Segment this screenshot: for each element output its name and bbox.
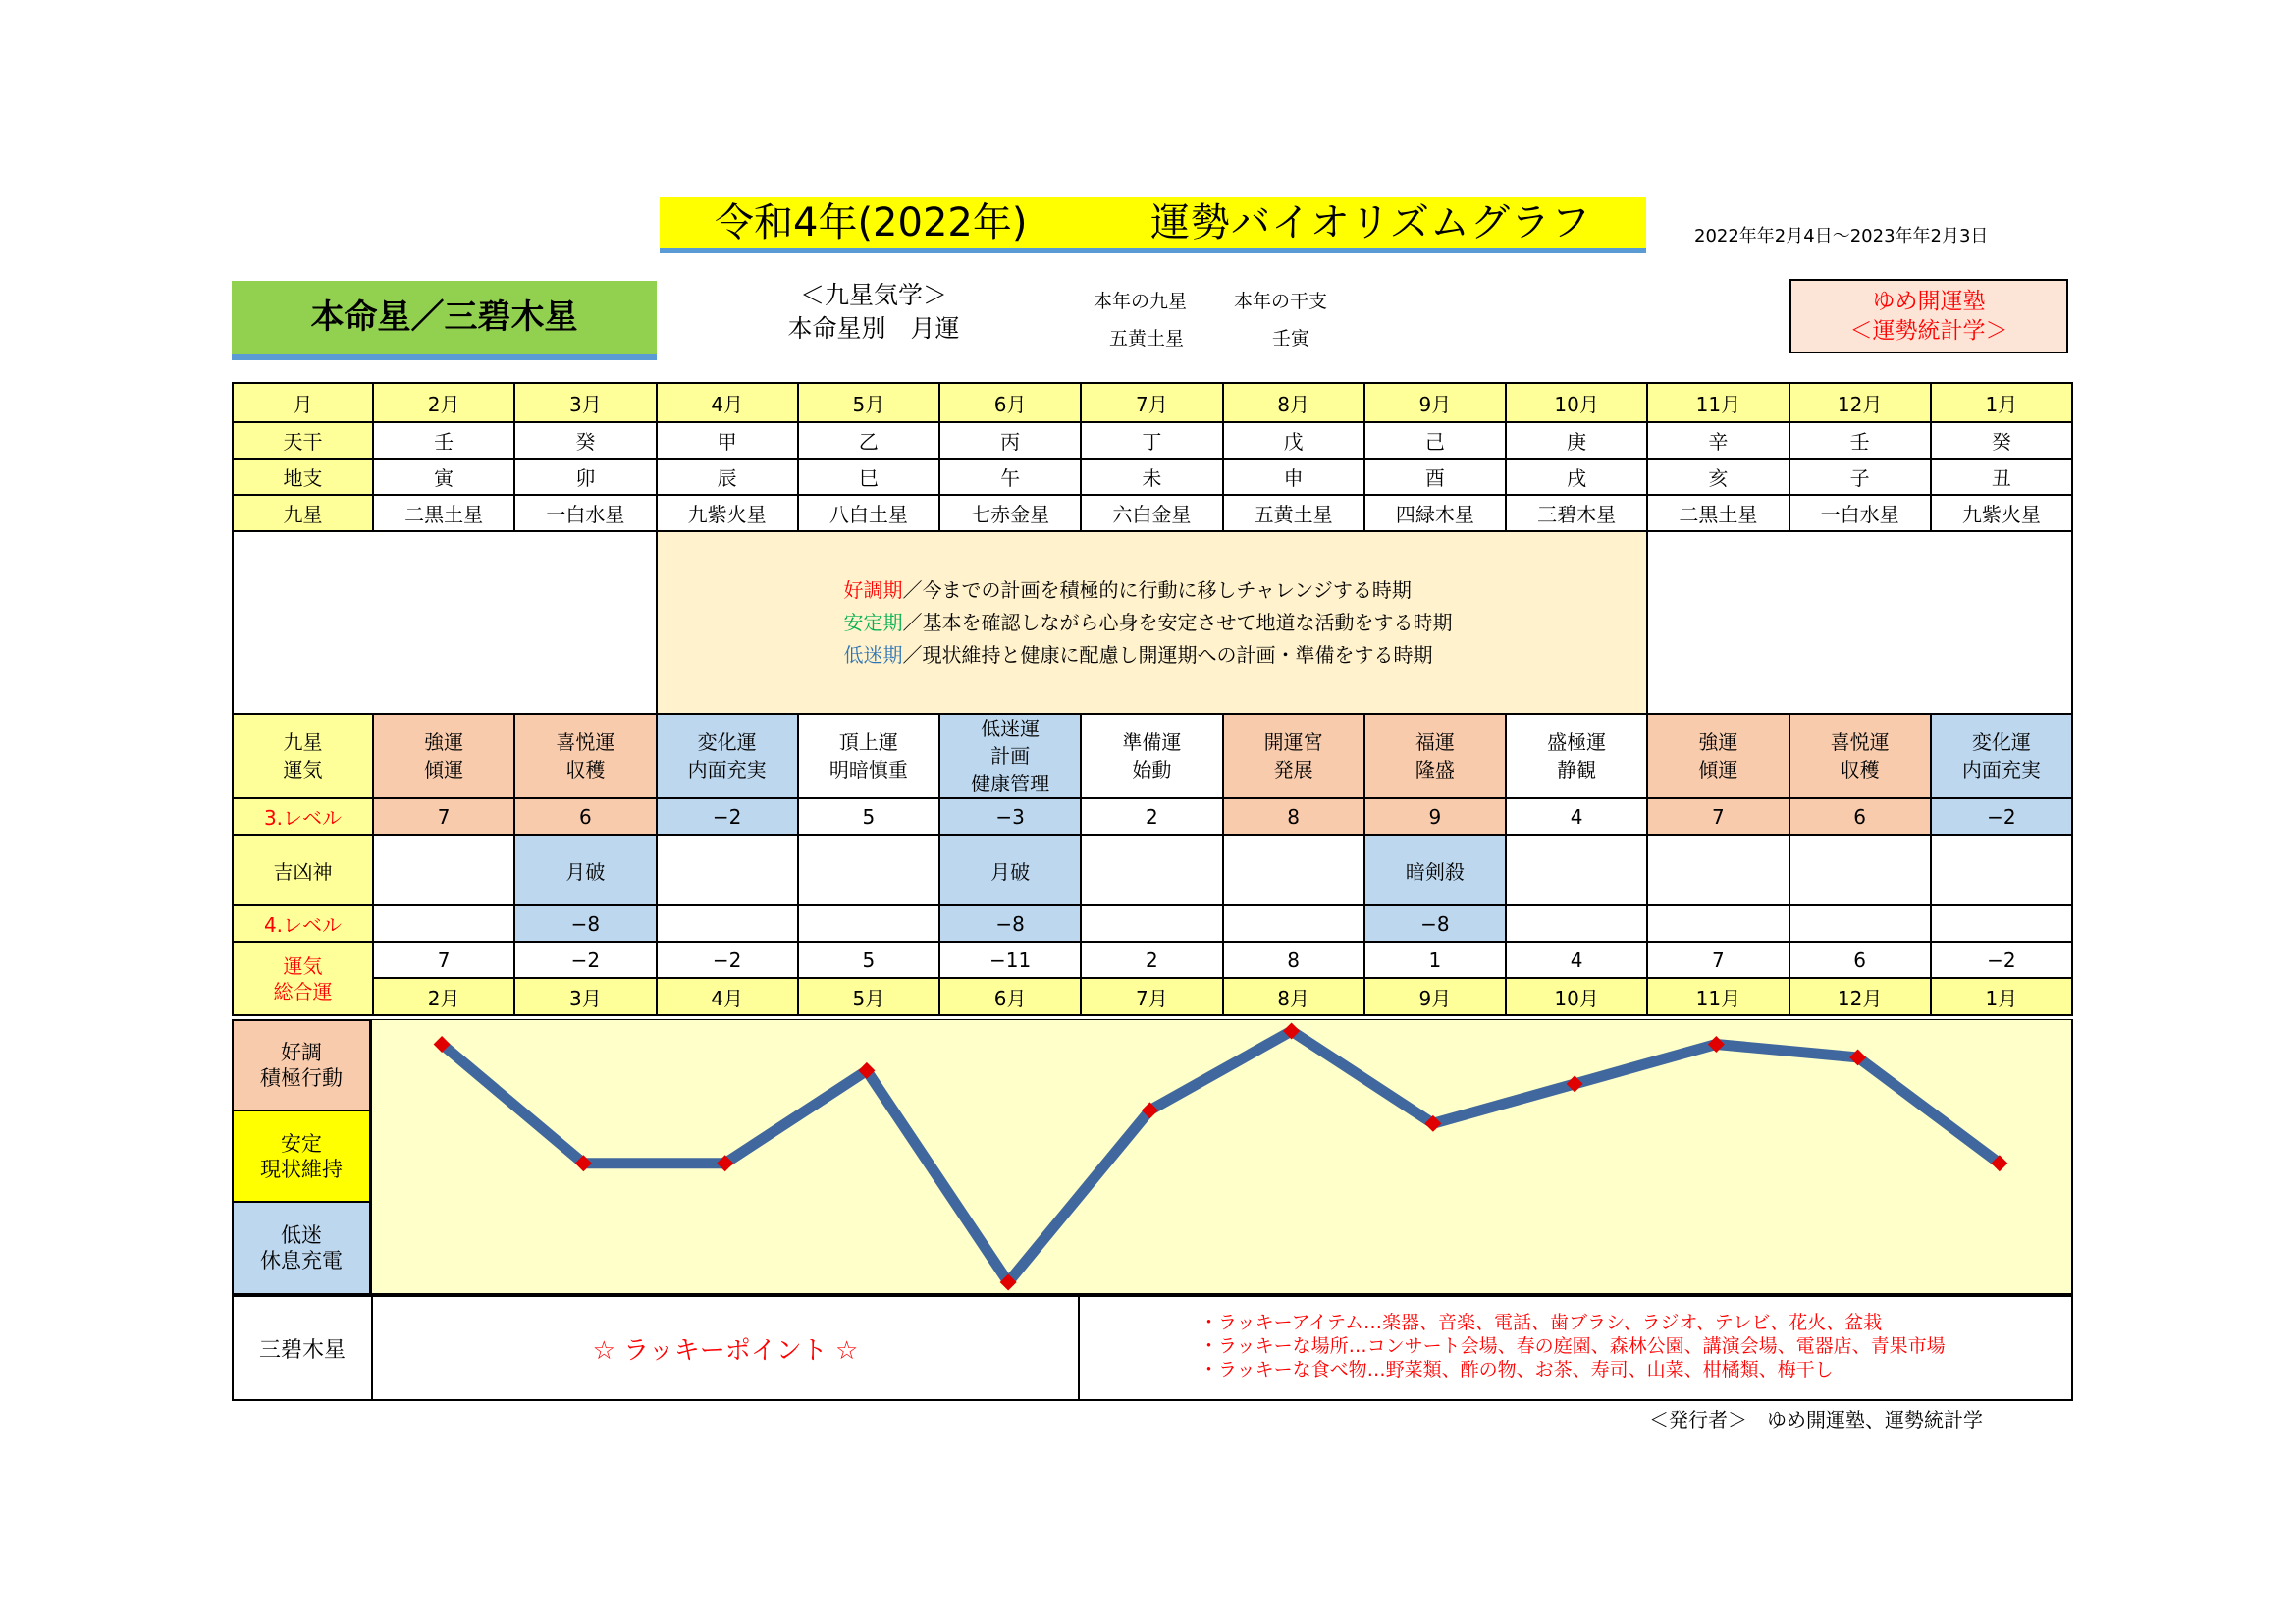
kyusei-cell: 一白水星 xyxy=(514,495,656,531)
kyusei-cell: 九紫火星 xyxy=(1931,495,2072,531)
legend-text: ／基本を確認しながら心身を安定させて地道な活動をする時期 xyxy=(902,610,1453,634)
unki-line-3: 健康管理 xyxy=(971,772,1050,795)
legend-box xyxy=(657,531,1648,714)
month-footer-cell: 1月 xyxy=(1931,978,2072,1015)
legend-key: 好調期 xyxy=(843,577,903,602)
year-star-value: 五黄土星 xyxy=(1109,328,1185,350)
unki-line-1: 喜悦運 xyxy=(1830,731,1890,754)
kikkyo-cell xyxy=(1223,835,1364,905)
unki-line-1: 変化運 xyxy=(697,731,757,754)
chishi-label: 地支 xyxy=(233,459,373,495)
month-header-cell: 5月 xyxy=(798,383,939,422)
level4-label: 4.レベル xyxy=(233,905,373,942)
honmeisei-label: 本命星／三碧木星 xyxy=(232,281,657,360)
kyusei-label: 九星 xyxy=(233,495,373,531)
level3-cell: 6 xyxy=(1789,798,1931,835)
lucky-items-box xyxy=(1078,1295,2073,1401)
kyusei-cell: 三碧木星 xyxy=(1506,495,1647,531)
month-header-label: 月 xyxy=(233,383,373,422)
kyusei-cell: 四緑木星 xyxy=(1364,495,1506,531)
month-footer-cell: 5月 xyxy=(798,978,939,1015)
zone-good-label-1: 好調 xyxy=(281,1041,322,1064)
month-footer-cell: 2月 xyxy=(373,978,514,1015)
legend-key: 低迷期 xyxy=(843,642,903,667)
month-header-cell: 1月 xyxy=(1931,383,2072,422)
chishi-cell: 申 xyxy=(1223,459,1364,495)
zone-good xyxy=(232,1019,371,1111)
month-header-cell: 2月 xyxy=(373,383,514,422)
legend-line xyxy=(751,639,1647,672)
chishi-cell: 卯 xyxy=(514,459,656,495)
legend-key: 安定期 xyxy=(843,610,903,634)
year-eto-label: 本年の干支 xyxy=(1234,291,1328,312)
legend-line xyxy=(751,607,1647,639)
level3-cell: −3 xyxy=(939,798,1081,835)
sougou-cell: 7 xyxy=(373,942,514,978)
kyusei-cell: 六白金星 xyxy=(1081,495,1222,531)
kikkyo-cell xyxy=(1789,835,1931,905)
lucky-star-label: 三碧木星 xyxy=(232,1295,373,1401)
school-box xyxy=(1789,279,2068,353)
month-footer-cell: 4月 xyxy=(657,978,798,1015)
zone-low-label-2: 休息充電 xyxy=(260,1249,343,1272)
unki-cell xyxy=(1223,714,1364,798)
unki-line-2: 収穫 xyxy=(1840,758,1880,782)
kikkyo-cell xyxy=(1081,835,1222,905)
chishi-cell: 亥 xyxy=(1647,459,1789,495)
tenkan-label: 天干 xyxy=(233,422,373,459)
legend-blank-right xyxy=(1647,531,2072,714)
level3-cell: 2 xyxy=(1081,798,1222,835)
kikkyo-cell: 月破 xyxy=(939,835,1081,905)
month-header-cell: 9月 xyxy=(1364,383,1506,422)
level4-cell: −8 xyxy=(939,905,1081,942)
level4-cell xyxy=(1506,905,1647,942)
unki-cell xyxy=(798,714,939,798)
sougou-cell: 8 xyxy=(1223,942,1364,978)
fortune-table xyxy=(232,382,2073,1016)
unki-cell xyxy=(1789,714,1931,798)
unki-line-2: 内面充実 xyxy=(1961,758,2041,782)
tenkan-cell: 戊 xyxy=(1223,422,1364,459)
unki-cell xyxy=(1364,714,1506,798)
unki-line-2: 傾運 xyxy=(424,758,464,782)
unki-line-2: 傾運 xyxy=(1698,758,1738,782)
kikkyo-cell xyxy=(657,835,798,905)
unki-line-2: 計画 xyxy=(990,744,1031,768)
month-header-cell: 4月 xyxy=(657,383,798,422)
school-subtitle: ＜運勢統計学＞ xyxy=(1849,318,2008,344)
year-eto-value: 壬寅 xyxy=(1272,328,1310,350)
chishi-cell: 酉 xyxy=(1364,459,1506,495)
month-header-cell: 10月 xyxy=(1506,383,1647,422)
level4-cell xyxy=(1647,905,1789,942)
level3-cell: 6 xyxy=(514,798,656,835)
month-footer-cell: 12月 xyxy=(1789,978,1931,1015)
unki-line-2: 内面充実 xyxy=(687,758,767,782)
month-header-cell: 11月 xyxy=(1647,383,1789,422)
chishi-cell: 午 xyxy=(939,459,1081,495)
sougou-label-1: 運気 xyxy=(283,953,323,978)
unki-label-2: 運気 xyxy=(283,758,323,782)
unki-line-1: 開運宮 xyxy=(1263,731,1323,754)
month-header-cell: 12月 xyxy=(1789,383,1931,422)
chishi-cell: 子 xyxy=(1789,459,1931,495)
sougou-cell: −2 xyxy=(514,942,656,978)
level4-cell: −8 xyxy=(514,905,656,942)
month-footer-cell: 11月 xyxy=(1647,978,1789,1015)
chishi-cell: 未 xyxy=(1081,459,1222,495)
level4-cell: −8 xyxy=(1364,905,1506,942)
kikkyo-cell xyxy=(1647,835,1789,905)
lucky-item: ・ラッキーな場所…コンサート会場、春の庭園、森林公園、講演会場、電器店、青果市場 xyxy=(1200,1335,1946,1357)
level4-cell xyxy=(798,905,939,942)
unki-line-1: 低迷運 xyxy=(981,717,1041,740)
sougou-cell: 1 xyxy=(1364,942,1506,978)
chart-plot-area xyxy=(371,1019,2072,1294)
unki-line-1: 変化運 xyxy=(1971,731,2031,754)
chishi-cell: 寅 xyxy=(373,459,514,495)
tenkan-cell: 辛 xyxy=(1647,422,1789,459)
unki-cell xyxy=(657,714,798,798)
level3-cell: 8 xyxy=(1223,798,1364,835)
unki-line-2: 明暗慎重 xyxy=(828,758,908,782)
month-footer-cell: 3月 xyxy=(514,978,656,1015)
month-footer-cell: 8月 xyxy=(1223,978,1364,1015)
month-footer-cell: 10月 xyxy=(1506,978,1647,1015)
chishi-cell: 戌 xyxy=(1506,459,1647,495)
lucky-item: ・ラッキーアイテム…楽器、音楽、電話、歯ブラシ、ラジオ、テレビ、花火、盆栽 xyxy=(1200,1312,1883,1333)
zone-stable-label-2: 現状維持 xyxy=(260,1157,343,1181)
level3-cell: 7 xyxy=(373,798,514,835)
level4-cell xyxy=(373,905,514,942)
zone-low xyxy=(232,1201,371,1295)
level3-label: 3.レベル xyxy=(233,798,373,835)
unki-line-1: 盛極運 xyxy=(1547,731,1607,754)
unki-line-2: 始動 xyxy=(1132,758,1172,782)
unki-line-1: 喜悦運 xyxy=(556,731,615,754)
unki-line-1: 強運 xyxy=(424,731,464,754)
unki-cell xyxy=(1647,714,1789,798)
kikkyo-cell xyxy=(798,835,939,905)
kyusei-heading xyxy=(780,279,967,346)
unki-label-1: 九星 xyxy=(283,731,323,754)
school-name: ゆめ開運塾 xyxy=(1872,289,1986,314)
month-footer-cell: 9月 xyxy=(1364,978,1506,1015)
kyusei-cell: 八白土星 xyxy=(798,495,939,531)
level3-cell: 9 xyxy=(1364,798,1506,835)
zone-low-label-1: 低迷 xyxy=(281,1223,322,1247)
zone-stable-label-1: 安定 xyxy=(281,1131,322,1156)
kikkyo-cell: 月破 xyxy=(514,835,656,905)
legend-line xyxy=(751,574,1647,607)
month-header-cell: 6月 xyxy=(939,383,1081,422)
level4-cell xyxy=(1081,905,1222,942)
month-footer-cell: 6月 xyxy=(939,978,1081,1015)
sougou-cell: 4 xyxy=(1506,942,1647,978)
kyusei-cell: 二黒土星 xyxy=(1647,495,1789,531)
chishi-cell: 辰 xyxy=(657,459,798,495)
tenkan-cell: 乙 xyxy=(798,422,939,459)
sougou-cell: 5 xyxy=(798,942,939,978)
unki-line-2: 発展 xyxy=(1273,758,1313,782)
tenkan-cell: 庚 xyxy=(1506,422,1647,459)
level4-cell xyxy=(1931,905,2072,942)
month-header-cell: 8月 xyxy=(1223,383,1364,422)
kikkyo-cell xyxy=(373,835,514,905)
unki-line-2: 静観 xyxy=(1557,758,1597,782)
tenkan-cell: 己 xyxy=(1364,422,1506,459)
sougou-cell: 2 xyxy=(1081,942,1222,978)
zone-stable xyxy=(232,1110,371,1203)
level3-cell: 7 xyxy=(1647,798,1789,835)
unki-cell xyxy=(373,714,514,798)
level3-cell: 4 xyxy=(1506,798,1647,835)
unki-line-1: 福運 xyxy=(1415,731,1455,754)
publisher: ＜発行者＞ ゆめ開運塾、運勢統計学 xyxy=(1649,1408,1983,1432)
unki-cell xyxy=(939,714,1081,798)
legend-blank-left xyxy=(233,531,657,714)
biorhythm-chart xyxy=(371,1019,2073,1295)
month-footer-cell: 7月 xyxy=(1081,978,1222,1015)
kyusei-subtitle: 本命星別 月運 xyxy=(787,314,960,343)
period-text: 2022年年2月4日～2023年年2月3日 xyxy=(1694,226,1989,246)
tenkan-cell: 壬 xyxy=(1789,422,1931,459)
tenkan-cell: 癸 xyxy=(1931,422,2072,459)
sougou-cell: −2 xyxy=(657,942,798,978)
lucky-item: ・ラッキーな食べ物…野菜類、酢の物、お茶、寿司、山菜、柑橘類、梅干し xyxy=(1200,1359,1834,1380)
sougou-cell: 7 xyxy=(1647,942,1789,978)
level3-cell: −2 xyxy=(657,798,798,835)
unki-cell xyxy=(1931,714,2072,798)
sougou-label xyxy=(233,942,373,1015)
month-header-cell: 3月 xyxy=(514,383,656,422)
chishi-cell: 巳 xyxy=(798,459,939,495)
kikkyo-label: 吉凶神 xyxy=(233,835,373,905)
chishi-cell: 丑 xyxy=(1931,459,2072,495)
level4-cell xyxy=(1789,905,1931,942)
sougou-label-2: 総合運 xyxy=(273,979,333,1003)
unki-cell xyxy=(1506,714,1647,798)
unki-cell xyxy=(1081,714,1222,798)
kikkyo-cell xyxy=(1931,835,2072,905)
kyusei-cell: 五黄土星 xyxy=(1223,495,1364,531)
zone-good-label-2: 積極行動 xyxy=(260,1066,343,1090)
kyusei-cell: 二黒土星 xyxy=(373,495,514,531)
unki-line-2: 収穫 xyxy=(565,758,606,782)
tenkan-cell: 癸 xyxy=(514,422,656,459)
unki-line-2: 隆盛 xyxy=(1415,758,1455,782)
chart-title-banner xyxy=(660,197,1646,253)
title-year: 令和4年(2022年) xyxy=(715,200,1028,245)
sougou-cell: 6 xyxy=(1789,942,1931,978)
tenkan-cell: 丙 xyxy=(939,422,1081,459)
sougou-cell: −11 xyxy=(939,942,1081,978)
unki-line-1: 頂上運 xyxy=(838,731,898,754)
level3-cell: −2 xyxy=(1931,798,2072,835)
kikkyo-cell xyxy=(1506,835,1647,905)
lucky-point-title: ☆ ラッキーポイント ☆ xyxy=(371,1295,1080,1401)
level4-cell xyxy=(657,905,798,942)
year-star-label: 本年の九星 xyxy=(1094,291,1188,312)
tenkan-cell: 壬 xyxy=(373,422,514,459)
kikkyo-cell: 暗剣殺 xyxy=(1364,835,1506,905)
unki-line-1: 準備運 xyxy=(1122,731,1182,754)
title-main: 運勢バイオリズムグラフ xyxy=(1150,200,1591,245)
unki-cell xyxy=(514,714,656,798)
level4-cell xyxy=(1223,905,1364,942)
tenkan-cell: 丁 xyxy=(1081,422,1222,459)
lucky-section xyxy=(232,1295,2073,1401)
unki-label xyxy=(233,714,373,798)
legend-text: ／現状維持と健康に配慮し開運期への計画・準備をする時期 xyxy=(902,642,1433,667)
kyusei-cell: 九紫火星 xyxy=(657,495,798,531)
level3-cell: 5 xyxy=(798,798,939,835)
unki-line-1: 強運 xyxy=(1698,731,1738,754)
sougou-cell: −2 xyxy=(1931,942,2072,978)
month-header-cell: 7月 xyxy=(1081,383,1222,422)
legend-text: ／今までの計画を積極的に行動に移しチャレンジする時期 xyxy=(902,577,1412,602)
kyusei-title: ＜九星気学＞ xyxy=(799,281,947,309)
kyusei-cell: 七赤金星 xyxy=(939,495,1081,531)
tenkan-cell: 甲 xyxy=(657,422,798,459)
kyusei-cell: 一白水星 xyxy=(1789,495,1931,531)
